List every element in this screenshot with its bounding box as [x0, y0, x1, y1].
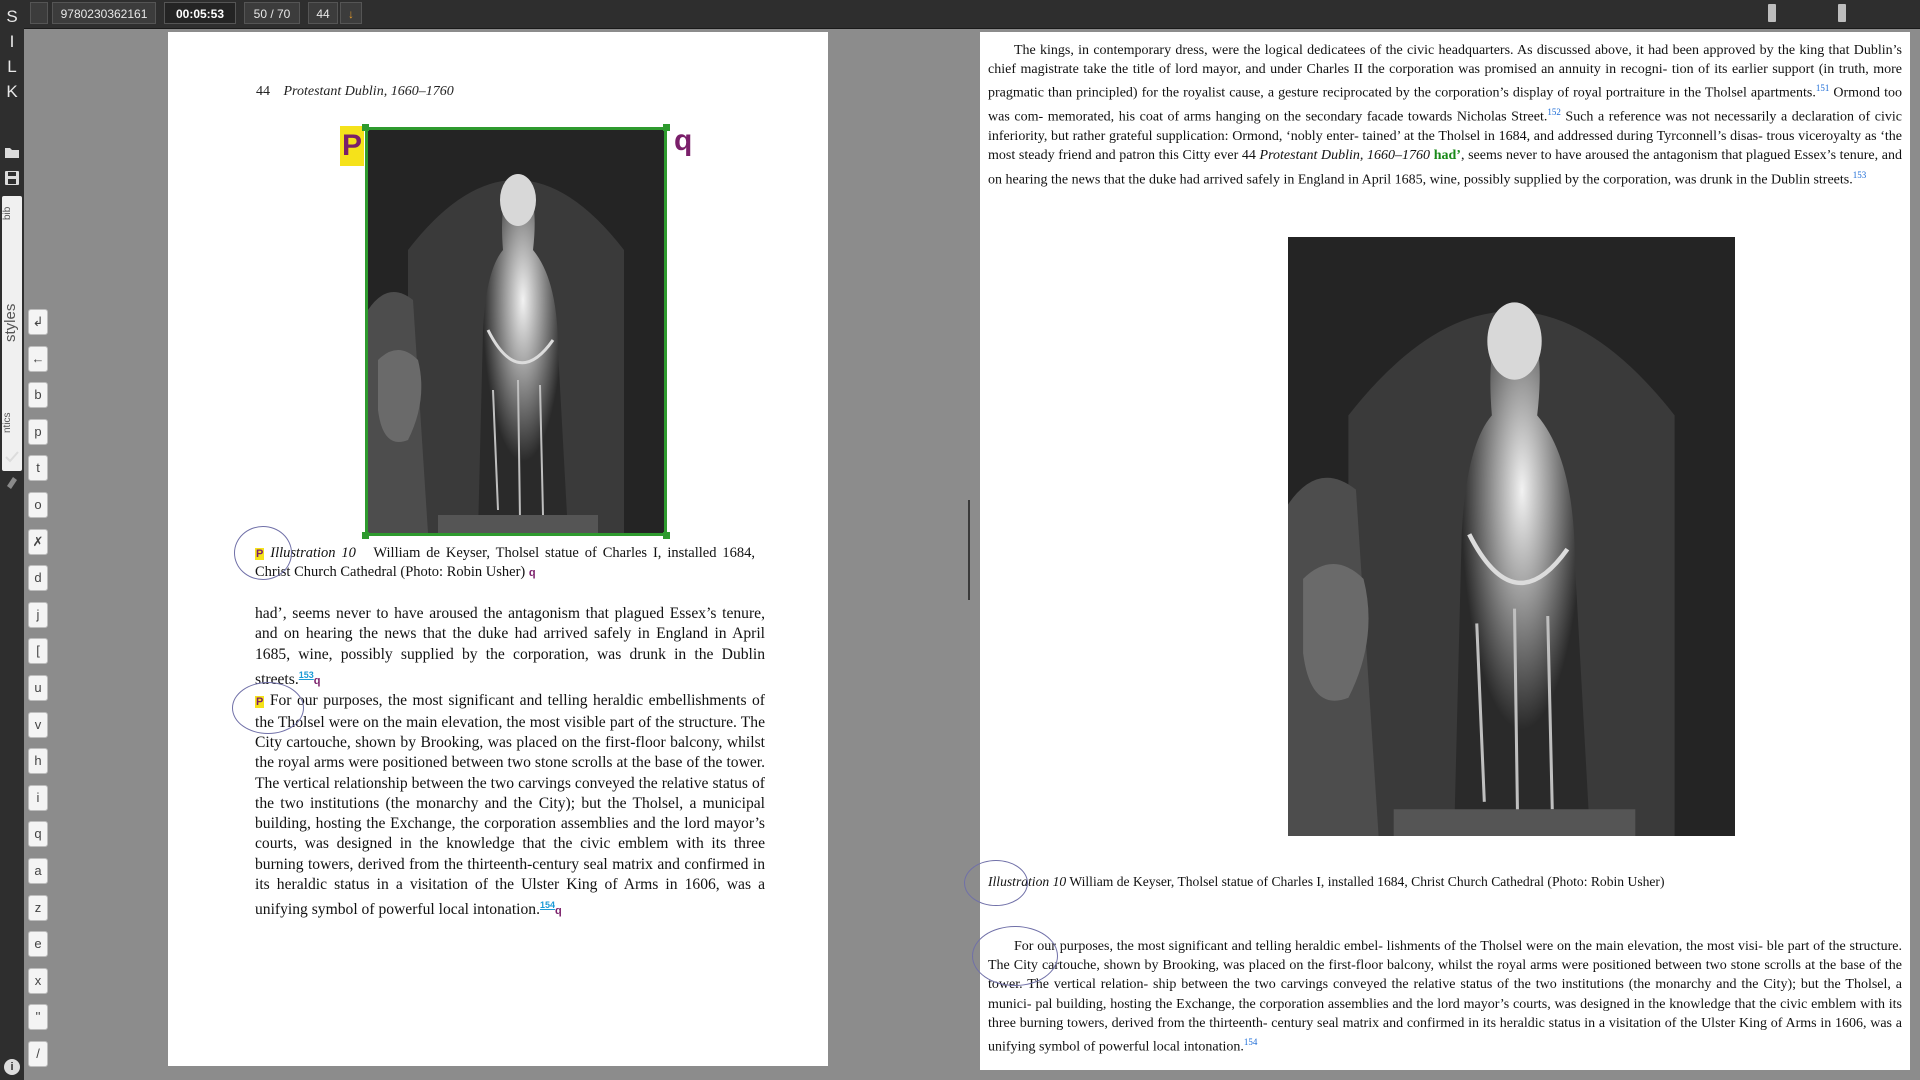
selected-figure-image[interactable] [365, 127, 667, 536]
footnote-ref[interactable]: 154 [1243, 1037, 1258, 1048]
body-text [255, 604, 765, 922]
key-e-button[interactable]: e [28, 931, 48, 957]
figure-caption [255, 544, 755, 582]
timer-display: 00:05:53 [164, 2, 236, 24]
key-d-button[interactable]: d [28, 565, 48, 591]
key-bracket-button[interactable]: [ [28, 638, 48, 664]
brand-letter: K [6, 82, 18, 101]
resize-handle-bl[interactable] [362, 532, 369, 539]
tab-styles[interactable]: styles [2, 303, 19, 343]
footnote-ref[interactable]: 151 [1815, 83, 1830, 94]
statue-photo [368, 130, 664, 533]
caption-q-tag[interactable]: q [528, 567, 536, 579]
key-q-button[interactable]: q [28, 821, 48, 847]
key-p-button[interactable]: p [28, 419, 48, 445]
tab-semantics[interactable]: ntics [2, 412, 13, 434]
paragraph-text: For our purposes, the most significant and telling heraldic embel- lishments of the Tholsel were on the main elevation, the most visi- ble part of the structure. The City cartouche, shown by Brooking, was placed on the first-floor balcony, whilst the royal arms were positioned between two stone scrolls at the base of the tower. The vertical relation- ship between the two carvings conveyed the relative status of the two institutions (the monarchy and the City); but the Tholsel, a munici- pal building, hosting the Exchange, the corporation assemblies and the lord mayor’s courts, was designed in the knowledge that the civic emblem with its three burning towers, derived from the thirteenth- century seal matrix and confirmed in its heraldic status in a visitation of the Ulster King of Arms in 1606, was a unifying symbol of powerful local intonation. [988, 939, 1902, 1055]
highlighted-text: had’ [1430, 148, 1461, 164]
isbn-tab[interactable]: 9780230362161 [52, 2, 156, 24]
key-j-button[interactable]: j [28, 602, 48, 628]
tab-bib[interactable]: bib [2, 206, 13, 220]
key-i-button[interactable]: i [28, 785, 48, 811]
paragraph-text: The kings, in contemporary dress, were the logical dedicatees of the civic headquarters. As discussed above, it had been approved by the king that Dublin’s chief magistrate take the title of lord mayor, and under Charles II the corporation was promised an annuity in recogni- tion of its earlier support (in truth, more pragmatic than principled) for the royalist cause, a gesture reciprocated by the corporation’s display of royal portraiture in the Tholsel apartments. [988, 43, 1902, 102]
key-b-button[interactable]: b [28, 382, 48, 408]
caption-label: Illustration 10 [270, 545, 356, 561]
paragraph-end-tag[interactable]: q [555, 905, 562, 918]
folder-icon[interactable] [4, 144, 20, 160]
pane-splitter[interactable] [968, 500, 970, 600]
caption-p-tag[interactable]: P [256, 548, 264, 560]
key-h-button[interactable]: h [28, 748, 48, 774]
paragraph [255, 691, 765, 921]
app-logo [0, 4, 24, 104]
caption-text: William de Keyser, Tholsel statue of Charles I, installed 1684, Christ Church Cathedral (Photo: Robin Usher) [255, 545, 755, 580]
left-sidebar [0, 0, 24, 1080]
paragraph-text: Ormond too was com- memorated, his coat of arms hanging on the secondary facade towards Nicholas Street. [988, 86, 1902, 125]
paragraph [988, 937, 1902, 1057]
footnote-link[interactable]: 154 [539, 900, 556, 911]
caption-text: William de Keyser, Tholsel statue of Charles I, installed 1684, Christ Church Cathedral (Photo: Robin Usher) [1066, 874, 1665, 889]
page-number-display[interactable]: 44 [308, 2, 338, 24]
key-a-button[interactable]: a [28, 858, 48, 884]
paragraph [988, 41, 1902, 189]
figure-caption [988, 874, 1665, 890]
running-head [256, 84, 454, 100]
paragraph-text: , seems never to have aroused the antagonism that plagued Essex’s tenure, and on hearing the news that the duke had arrived safely in England in April 1685, wine, possibly supplied by the corporation, was drunk in the Dublin streets. [988, 148, 1903, 188]
statue-photo [1288, 237, 1735, 836]
running-title-text: Protestant Dublin, 1660–1760 [1259, 148, 1431, 164]
key-left-button[interactable]: ← [28, 346, 48, 372]
key-u-button[interactable]: u [28, 675, 48, 701]
key-v-button[interactable]: v [28, 712, 48, 738]
key-quotes-button[interactable]: '' [28, 1004, 48, 1030]
eraser-icon[interactable] [4, 474, 20, 490]
running-title: Protestant Dublin, 1660–1760 [283, 84, 454, 99]
paragraph-end-tag[interactable]: q [313, 675, 321, 688]
reflow-text-view [980, 32, 1910, 1070]
key-slash-button[interactable]: / [28, 1041, 48, 1067]
resize-handle-right[interactable] [1838, 4, 1846, 22]
page-number: 44 [256, 84, 270, 99]
key-o-button[interactable]: o [28, 492, 48, 518]
paragraph-start-tag[interactable]: P [256, 696, 264, 709]
key-z-button[interactable]: z [28, 895, 48, 921]
paragraph-text: had’, seems never to have aroused the antagonism that plagued Essex’s tenure, and on hearing the news that the duke had arrived safely in England in April 1685, wine, possibly supplied by the corporation, was drunk in the Dublin streets. [255, 605, 765, 689]
resize-handle-tr[interactable] [663, 124, 670, 131]
info-icon[interactable]: i [4, 1059, 20, 1075]
footnote-ref[interactable]: 152 [1547, 107, 1561, 118]
key-enter-button[interactable]: ↲ [28, 309, 48, 335]
paragraph-end-tag[interactable]: q [674, 124, 693, 157]
resize-handle-tl[interactable] [362, 124, 369, 131]
brand-letter: L [7, 57, 17, 76]
key-x-button[interactable]: x [28, 968, 48, 994]
footnote-link[interactable]: 153 [298, 669, 314, 680]
resize-handle-left[interactable] [1768, 4, 1776, 22]
top-toolbar [0, 0, 1920, 29]
brand-letter: S [6, 7, 18, 26]
brand-letter: I [9, 32, 15, 51]
sidebar-toggle-button[interactable] [30, 2, 48, 24]
key-t-button[interactable]: t [28, 455, 48, 481]
resize-handle-br[interactable] [663, 532, 670, 539]
page-progress: 50 / 70 [244, 2, 300, 24]
paragraph-text: Such a reference was not necessarily a declaration of civic inferiority, but rather grateful supplication: Ormond, ‘nobly enter- tained’ at the Tholsel in 1684, and addressed during Tyrconnell’s disas- trous viceroyalty as ‘the most steady friend and patron this Citty ever 44 [988, 109, 1902, 164]
pdf-page-view [168, 32, 828, 1066]
footnote-ref[interactable]: 153 [1852, 169, 1867, 180]
paragraph [255, 604, 765, 691]
key-x-mark-button[interactable]: ✗ [28, 529, 48, 555]
side-panel-tabs [2, 196, 22, 471]
checkmark-icon[interactable] [4, 449, 20, 465]
warning-icon[interactable]: ↓ [340, 2, 362, 24]
paragraph-text: For our purposes, the most significant and telling heraldic embellishments of the Tholsel were on the main elevation, the most visible part of the structure. The City cartouche, shown by Brooking, was placed on the first-floor balcony, whilst the royal arms were positioned between two stone scrolls at the base of the tower. The vertical relationship between the two carvings conveyed the relative status of the two institutions (the monarchy and the City); but the Tholsel, a municipal building, hosting the Exchange, the corporation assemblies and the lord mayor’s courts, was designed in the knowledge that the civic emblem with its three burning towers, derived from the thirteenth-century seal matrix and confirmed in its heraldic status in a visitation of the Ulster King of Arms in 1606, was a unifying symbol of powerful local intonation. [255, 692, 765, 919]
caption-label: Illustration 10 [988, 874, 1067, 889]
paragraph-start-tag[interactable]: P [340, 126, 364, 166]
figure-image [1288, 237, 1735, 836]
save-icon[interactable] [4, 170, 20, 186]
